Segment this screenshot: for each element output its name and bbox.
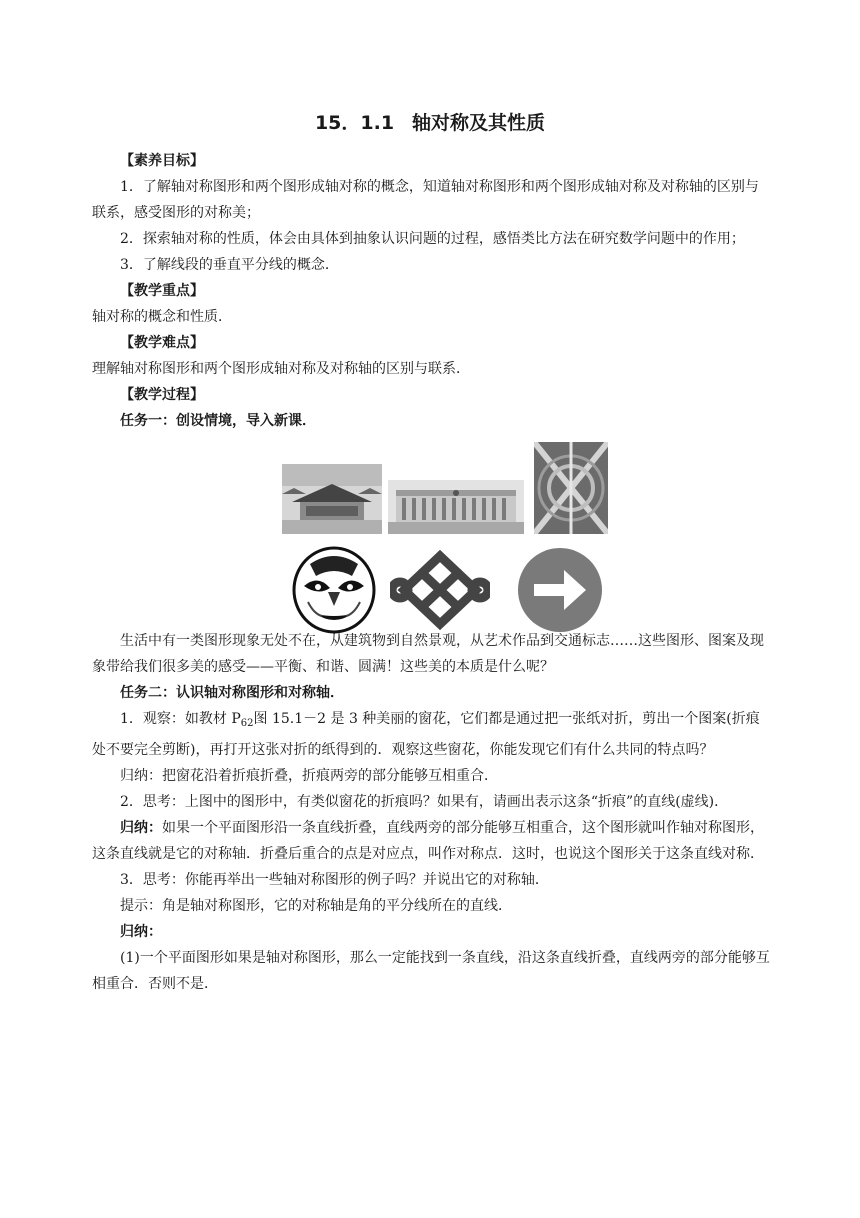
difficulty-text: 理解轴对称图形和两个图形成轴对称及对称轴的区别与联系．: [92, 361, 470, 377]
key-heading: 【教学重点】: [120, 283, 204, 299]
think-3: 3．思考：你能再举出一些轴对称图形的例子吗？并说出它的对称轴．: [120, 872, 549, 888]
task-2-heading: 任务二：认识轴对称图形和对称轴．: [120, 685, 344, 701]
summary-3-label: 归纳：: [120, 924, 162, 940]
opera-mask-icon: [288, 544, 380, 634]
document-body: [92, 148, 772, 997]
goal-3: 3．了解线段的垂直平分线的概念．: [120, 257, 339, 273]
point-1: (1)一个平面图形如果是轴对称图形，那么一定能找到一条直线，沿这条直线折叠，直线两旁的部分能够互相重合．否则不是．: [92, 950, 770, 992]
process-heading: 【教学过程】: [120, 387, 204, 403]
observe-paragraph: [92, 706, 772, 763]
palace-photo: [282, 464, 382, 534]
summary-2-label: 归纳：: [120, 820, 162, 836]
title-number: 15．1.1: [314, 112, 395, 134]
page-subscript: 62: [240, 718, 254, 729]
difficulty-heading: 【教学难点】: [120, 335, 204, 351]
task-1-heading: 任务一：创设情境，导入新课．: [120, 413, 316, 429]
observe-rest: 图 15.1－2 是 3 种美丽的窗花，它们都是通过把一张纸对折，剪出一个图案(折痕处不要完全剪断)，再打开这张对折的纸得到的．观察这些窗花，你能发现它们有什么共同的特点吗？: [92, 711, 760, 758]
goals-heading: 【素养目标】: [120, 153, 204, 169]
interchange-photo: [534, 442, 608, 534]
arrow-sign-icon: [516, 546, 604, 634]
page-title: [0, 108, 860, 135]
great-hall-photo: [388, 480, 524, 534]
summary-2: [92, 815, 772, 867]
summary-2-text: 如果一个平面图形沿一条直线折叠，直线两旁的部分能够互相重合，这个图形就叫作轴对称图形，这条直线就是它的对称轴．折叠后重合的点是对应点，叫作对称点．这时，也说这个图形关于这条直线对称．: [92, 820, 764, 862]
key-text: 轴对称的概念和性质．: [92, 309, 232, 325]
intro-paragraph: 生活中有一类图形现象无处不在，从建筑物到自然景观，从艺术作品到交通标志……这些图形、图案及现象带给我们很多美的感受——平衡、和谐、圆满！这些美的本质是什么呢？: [92, 633, 764, 675]
hint: 提示：角是轴对称图形，它的对称轴是角的平分线所在的直线．: [120, 898, 512, 914]
summary-1: 归纳：把窗花沿着折痕折叠，折痕两旁的部分能够互相重合．: [120, 768, 498, 784]
goal-2: 2．探索轴对称的性质，体会由具体到抽象认识问题的过程，感悟类比方法在研究数学问题中的作用；: [120, 231, 745, 247]
goal-1: 1．了解轴对称图形和两个图形成轴对称的概念，知道轴对称图形和两个图形成轴对称及对称轴的区别与联系，感受图形的对称美；: [92, 179, 759, 221]
figure-group: [92, 442, 772, 622]
think-2: 2．思考：上图中的图形中，有类似窗花的折痕吗？如果有，请画出表示这条“折痕”的直线(虚线)．: [120, 794, 729, 810]
chinese-knot-icon: [390, 550, 490, 630]
title-text: 轴对称及其性质: [412, 112, 546, 134]
observe-prefix: 1．观察：如教材 P: [120, 711, 241, 727]
